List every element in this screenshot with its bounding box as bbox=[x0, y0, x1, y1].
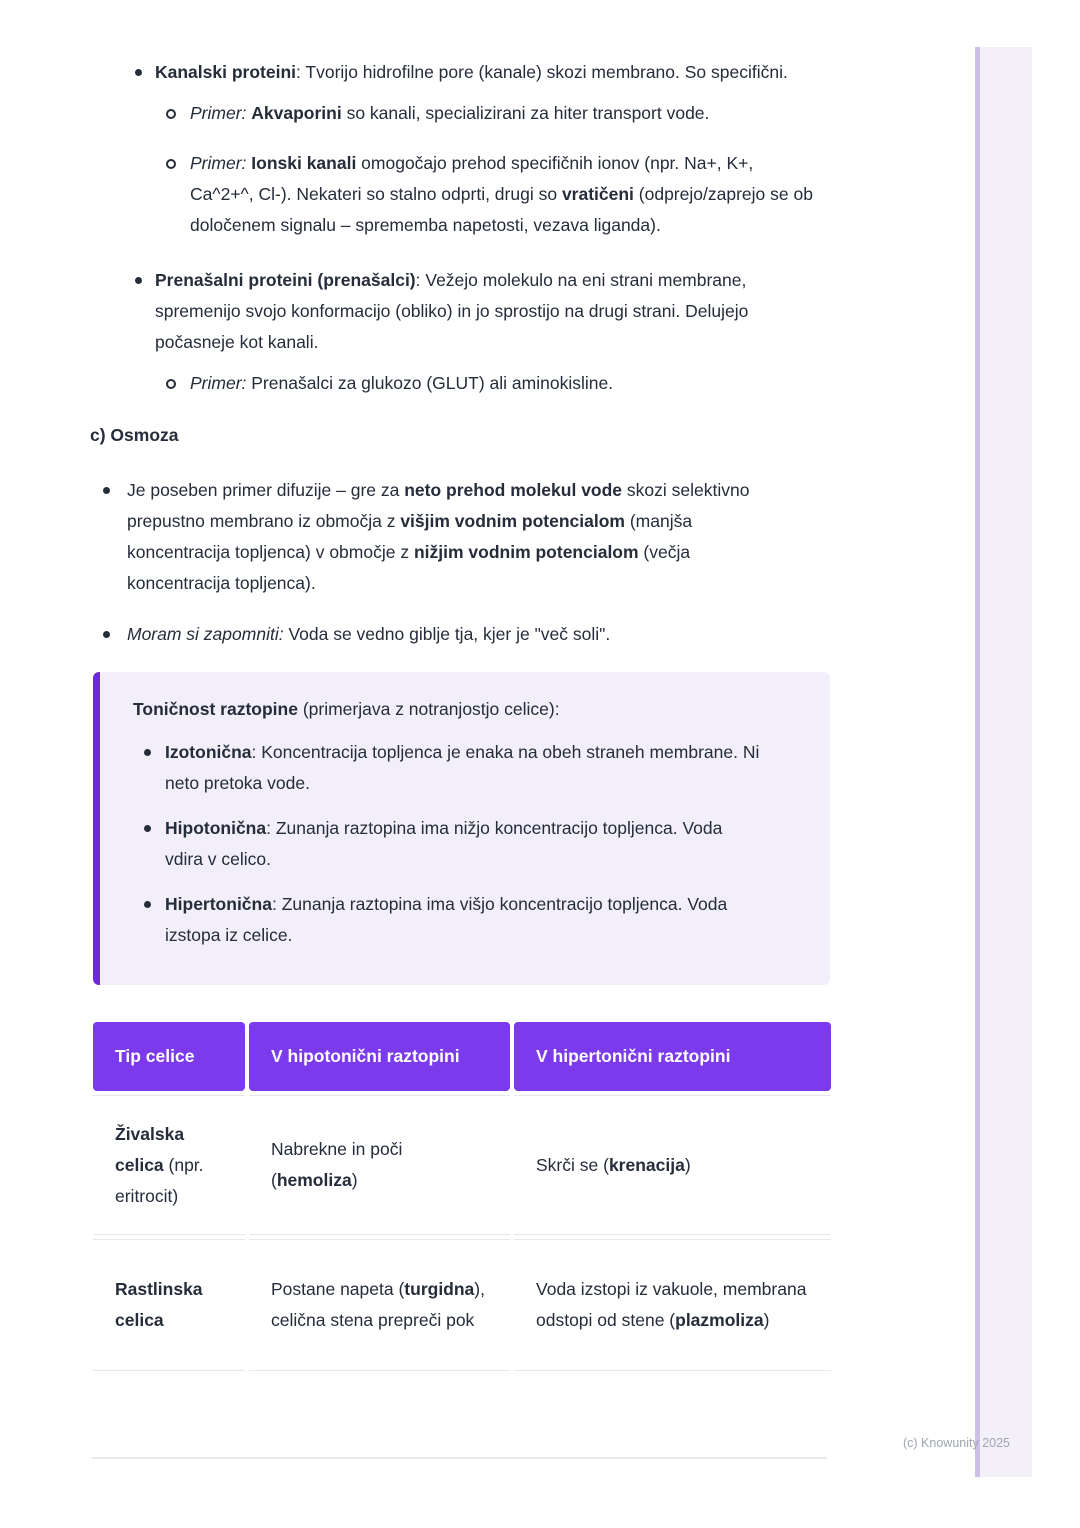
list-item-text: Primer: Ionski kanali omogočajo prehod specifičnih ionov (npr. Na+, K+, Ca^2+^, Cl-). Nekateri so stalno odprti, drugi so vratičeni (odprejo/zaprejo se ob določenem signalu – sprememba napetosti, vezava liganda). bbox=[190, 153, 813, 235]
list-item-hypotonic bbox=[133, 813, 765, 875]
protein-list bbox=[90, 57, 830, 399]
decorative-sidebar bbox=[975, 47, 1032, 1477]
table-header-cell-type: Tip celice bbox=[93, 1022, 245, 1091]
tonicity-list bbox=[133, 737, 805, 951]
list-item-example-glut bbox=[155, 368, 820, 399]
tonicity-table bbox=[93, 1022, 827, 1371]
table-cell-text: Rastlinska celica bbox=[115, 1279, 203, 1330]
list-item-text: Primer: Akvaporini so kanali, specializirani za hiter transport vode. bbox=[190, 103, 710, 123]
notes-content bbox=[90, 57, 830, 1371]
list-item-text: Prenašalni proteini (prenašalci): Vežejo molekulo na eni strani membrane, spremenijo svojo konformacijo (obliko) in jo sprostijo na drugi strani. Delujejo počasneje kot kanali. bbox=[155, 270, 749, 352]
osmosis-list bbox=[90, 475, 830, 650]
table-cell bbox=[93, 1239, 245, 1371]
list-item-text: Kanalski proteini: Tvorijo hidrofilne pore (kanale) skozi membrano. So specifični. bbox=[155, 62, 788, 82]
list-item-osmosis-definition bbox=[90, 475, 777, 599]
section-heading-osmosis: c) Osmoza bbox=[90, 425, 179, 445]
footer-divider bbox=[92, 1457, 827, 1459]
table-cell-text: Nabrekne in poči (hemoliza) bbox=[271, 1139, 403, 1190]
table-cell-text: Voda izstopi iz vakuole, membrana odstopi od stene (plazmoliza) bbox=[536, 1279, 807, 1330]
list-item-isotonic bbox=[133, 737, 765, 799]
sub-list bbox=[155, 368, 830, 399]
table-cell-text: Živalska celica (npr. eritrocit) bbox=[115, 1123, 204, 1206]
table-cell bbox=[249, 1095, 510, 1235]
copyright-note: (c) Knowunity 2025 bbox=[903, 1436, 1011, 1450]
list-item-text: Hipertonična: Zunanja raztopina ima višjo koncentracijo topljenca. Voda izstopa iz celice. bbox=[165, 894, 728, 945]
table-cell bbox=[93, 1095, 245, 1235]
list-item-text: Primer: Prenašalci za glukozo (GLUT) ali aminokisline. bbox=[190, 373, 614, 393]
list-item-text: Izotonična: Koncentracija topljenca je enaka na obeh straneh membrane. Ni neto pretoka vode. bbox=[165, 742, 760, 793]
list-item-osmosis-mnemonic bbox=[90, 619, 777, 650]
list-item-carrier-proteins bbox=[90, 265, 830, 399]
tonicity-callout bbox=[93, 672, 830, 985]
table-cell bbox=[249, 1239, 510, 1371]
list-item-text: Hipotonična: Zunanja raztopina ima nižjo koncentracijo topljenca. Voda vdira v celico. bbox=[165, 818, 723, 869]
table-header-cell-hypertonic: V hipertonični raztopini bbox=[514, 1022, 831, 1091]
list-item-text: Je poseben primer difuzije – gre za neto prehod molekul vode skozi selektivno prepustno membrano iz območja z višjim vodnim potencialom (manjša koncentracija topljenca) v območje z nižjim vodnim potencialom (večja koncentracija topljenca). bbox=[127, 480, 750, 593]
list-item-channel-proteins bbox=[90, 57, 830, 241]
table-cell-text: Postane napeta (turgidna), celična stena prepreči pok bbox=[271, 1279, 485, 1330]
table-cell bbox=[514, 1095, 831, 1235]
list-item-text: Moram si zapomniti: Voda se vedno giblje tja, kjer je "več soli". bbox=[127, 624, 611, 644]
table-cell-text: Skrči se (krenacija) bbox=[536, 1154, 691, 1175]
list-item-example-ion-channels bbox=[155, 148, 820, 241]
list-item-example-aquaporins bbox=[155, 98, 820, 129]
callout-title: Toničnost raztopine (primerjava z notranjostjo celice): bbox=[133, 699, 560, 719]
list-item-hypertonic bbox=[133, 889, 765, 951]
table-header-cell-hypotonic: V hipotonični raztopini bbox=[249, 1022, 510, 1091]
sub-list bbox=[155, 98, 830, 241]
table-cell bbox=[514, 1239, 831, 1371]
